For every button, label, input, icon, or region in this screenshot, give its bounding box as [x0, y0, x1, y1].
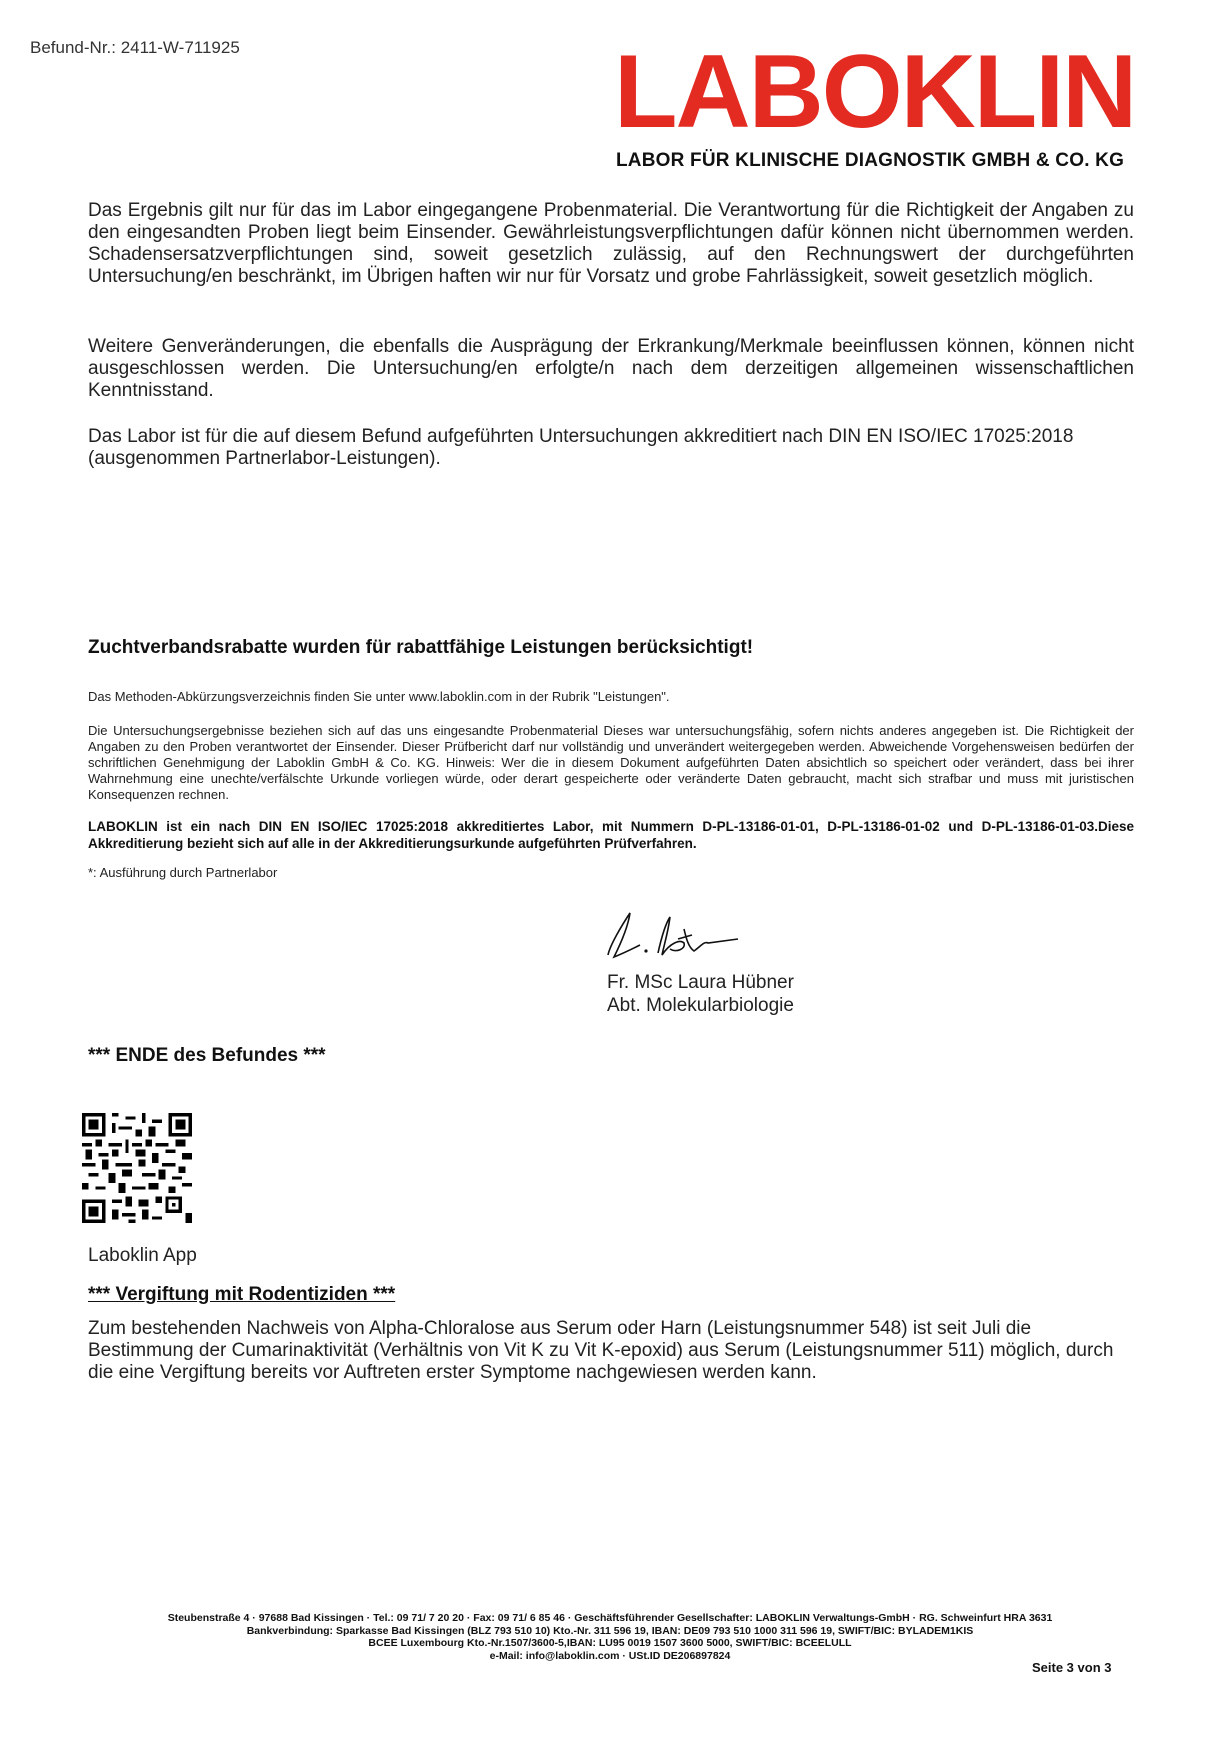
handwritten-signature	[600, 905, 750, 965]
page-footer	[70, 1612, 1150, 1662]
footer-address: Steubenstraße 4 · 97688 Bad Kissingen · Tel.: 09 71/ 7 20 20 · Fax: 09 71/ 6 85 46 · Geschäftsführender Gesellschafter: LABOKLIN Verwaltungs-GmbH · RG. Schweinfurt HRA 3631	[167, 1612, 1053, 1624]
accreditation-statement: LABOKLIN ist ein nach DIN EN ISO/IEC 17025:2018 akkreditiertes Labor, mit Nummern D-PL-13186-01-01, D-PL-13186-01-02 und D-PL-13186-01-03.Diese Akkreditierung bezieht sich auf alle in der Akkreditierungsurkunde aufgeführten Prüfverfahren.	[88, 819, 1134, 851]
signatory-name: Fr. MSc Laura Hübner	[607, 972, 794, 993]
accreditation-exclusion: (ausgenommen Partnerlabor-Leistungen).	[88, 448, 441, 469]
discount-note: Zuchtverbandsrabatte wurden für rabattfähige Leistungen berücksichtigt!	[88, 637, 754, 658]
accreditation-line: Das Labor ist für die auf diesem Befund aufgeführten Untersuchungen akkreditiert nach DIN EN ISO/IEC 17025:2018	[88, 426, 1074, 447]
logo-wordmark: LABOKLIN	[614, 34, 1136, 150]
page-number: Seite 3 von 3	[1032, 1660, 1112, 1675]
end-of-report-marker: *** ENDE des Befundes ***	[88, 1045, 326, 1066]
qr-code	[82, 1113, 192, 1223]
footer-contact: e-Mail: info@laboklin.com · USt.ID DE206897824	[489, 1649, 731, 1662]
befund-number: Befund-Nr.: 2411-W-711925	[30, 38, 240, 57]
laboklin-logo	[614, 34, 1204, 171]
app-label: Laboklin App	[88, 1245, 197, 1266]
rodenticide-section-title: *** Vergiftung mit Rodentiziden ***	[88, 1284, 396, 1305]
partner-lab-note: *: Ausführung durch Partnerlabor	[88, 865, 278, 880]
accreditation-paragraph	[88, 426, 1134, 470]
disclaimer-paragraph: Das Ergebnis gilt nur für das im Labor eingegangene Probenmaterial. Die Verantwortung für die Richtigkeit der Angaben zu den eingesandten Proben liegt beim Einsender. Gewährleistungsverpflichtungen dafür können nicht übernommen werden. Schadensersatzverpflichtungen sind, soweit gesetzlich zulässig, auf den Rechnungswert der durchgeführten Untersuchung/en beschränkt, im Übrigen haften wir nur für Vorsatz und grobe Fahrlässigkeit, soweit gesetzlich möglich.	[88, 200, 1134, 287]
footer-bank-lux: BCEE Luxembourg Kto.-Nr.1507/3600-5,IBAN: LU95 0019 1507 3600 5000, SWIFT/BIC: BCEELULL	[368, 1637, 852, 1649]
rodenticide-section-text: Zum bestehenden Nachweis von Alpha-Chloralose aus Serum oder Harn (Leistungsnummer 548) ist seit Juli die Bestimmung der Cumarinaktivität (Verhältnis von Vit K zu Vit K-epoxid) aus Serum (Leistungsnummer 511) möglich, durch die eine Vergiftung bereits vor Auftreten erster Symptome nachgewiesen werden kann.	[88, 1318, 1114, 1383]
footer-bank: Bankverbindung: Sparkasse Bad Kissingen (BLZ 793 510 10) Kto.-Nr. 311 596 19, IBAN: DE09 793 510 1000 311 596 19, SWIFT/BIC: BYLADEM1KIS	[246, 1624, 974, 1637]
logo-subtitle: LABOR FÜR KLINISCHE DIAGNOSTIK GMBH & CO. KG	[616, 150, 1125, 171]
methods-note: Das Methoden-Abkürzungsverzeichnis finden Sie unter www.laboklin.com in der Rubrik "Leistungen".	[88, 689, 670, 704]
gene-paragraph: Weitere Genveränderungen, die ebenfalls die Ausprägung der Erkrankung/Merkmale beeinflussen können, können nicht ausgeschlossen werden. Die Untersuchung/en erfolgte/n nach dem derzeitigen allgemeinen wissenschaftlichen Kenntnisstand.	[88, 336, 1134, 401]
signatory-department: Abt. Molekularbiologie	[607, 995, 794, 1016]
results-note: Die Untersuchungsergebnisse beziehen sich auf das uns eingesandte Probenmaterial Dieses war untersuchungsfähig, sofern nichts anderes angegeben ist. Die Richtigkeit der Angaben zu den Proben verantwortet der Einsender. Dieser Prüfbericht darf nur vollständig und unverändert weitergegeben werden. Abweichende Vorgehensweisen bedürfen der schriftlichen Genehmigung der Laboklin GmbH & Co. KG. Hinweis: Wer die in diesem Dokument aufgeführten Daten absichtlich so speichert oder verändert, dass bei ihrer Wahrnehmung eine unechte/verfälschte Urkunde vorliegen würde, oder derart gespeicherte oder veränderte Daten gebraucht, macht sich strafbar und muss mit juristischen Konsequenzen rechnen.	[88, 723, 1134, 802]
signatory	[607, 971, 794, 1017]
